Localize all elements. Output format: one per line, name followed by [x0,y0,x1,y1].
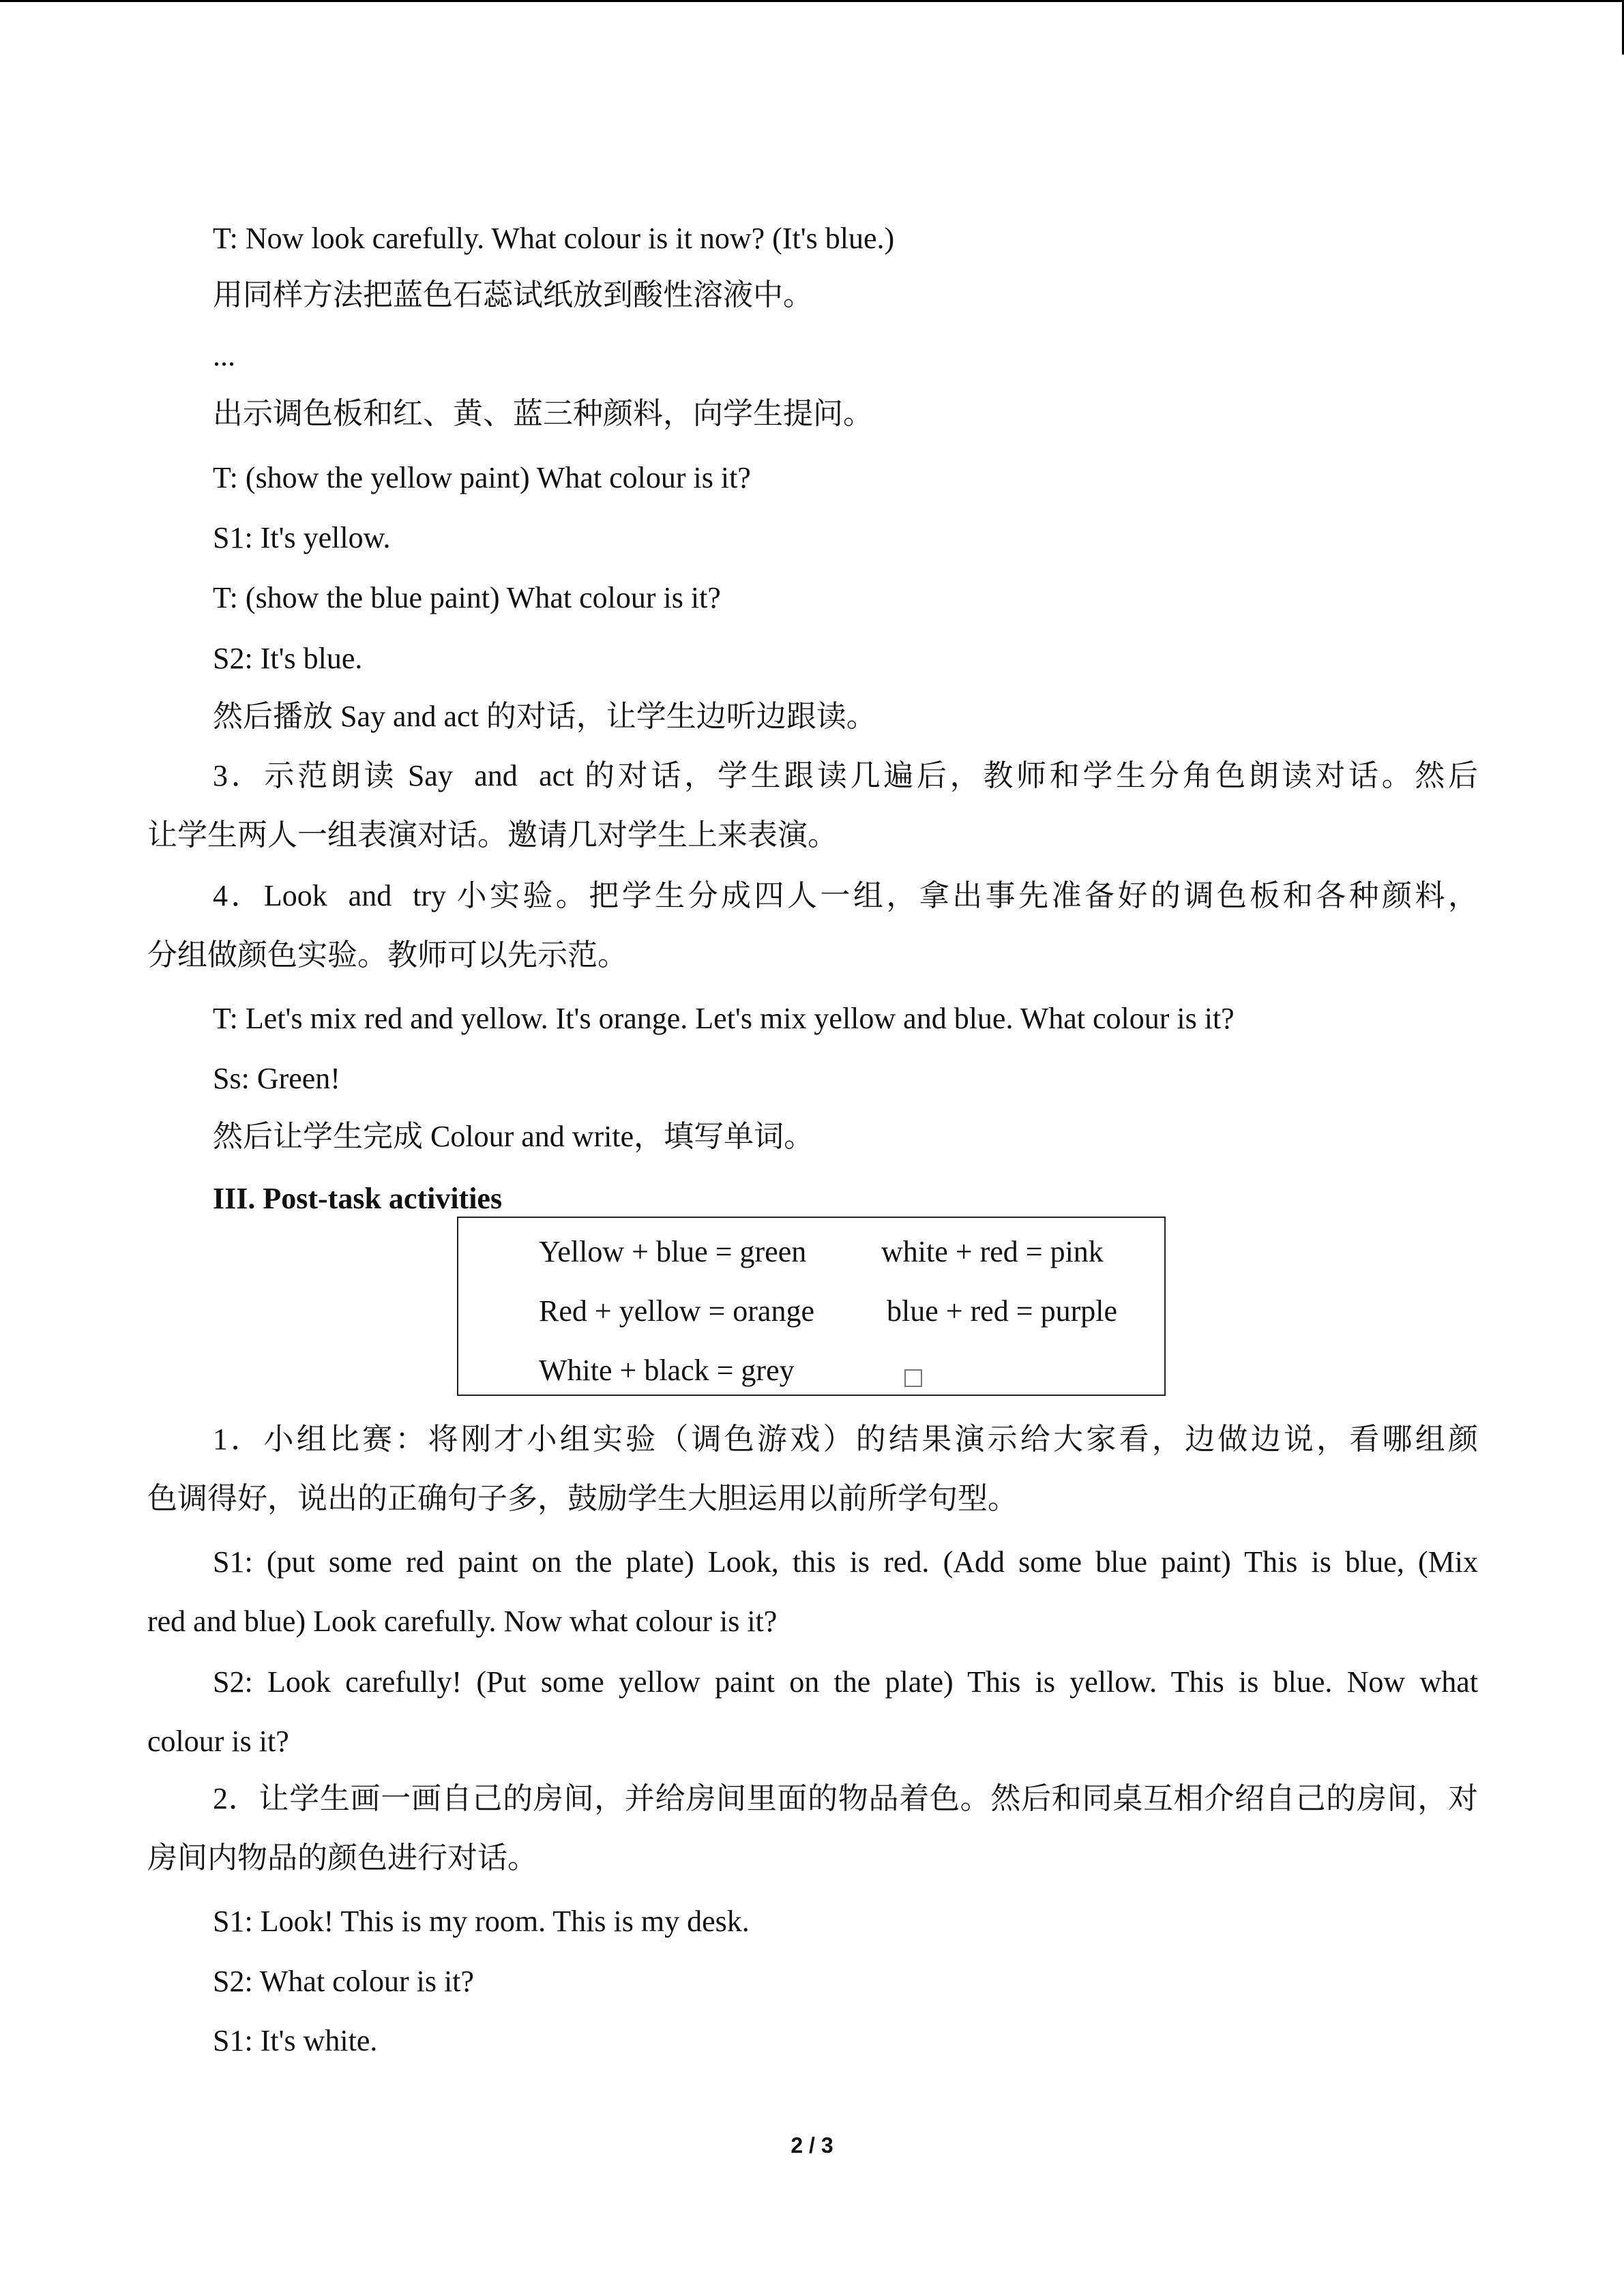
page-top-border [0,0,1624,2]
color-mixing-box [457,1217,1166,1396]
text-line: ... [213,339,235,372]
text-line: T: Let's mix red and yellow. It's orange. Let's mix yellow and blue. What colour is it? [213,1002,1235,1035]
text-line: 然后播放 Say and act 的对话，让学生边听边跟读。 [213,700,876,733]
text-line: 用同样方法把蓝色石蕊试纸放到酸性溶液中。 [213,278,813,312]
text-line: 然后让学生完成 Colour and write，填写单词。 [213,1120,814,1153]
text-line: 出示调色板和红、黄、蓝三种颜料，向学生提问。 [213,397,873,430]
text-line: T: (show the blue paint) What colour is it? [213,581,721,614]
color-equation: blue + red = purple [887,1294,1117,1328]
text-line: S1: It's yellow. [213,521,391,554]
color-equation: Red + yellow = orange [539,1294,814,1328]
paragraph-line: 1．小组比赛：将刚才小组实验（调色游戏）的结果演示给大家看，边做边说，看哪组颜 [213,1422,1478,1456]
paragraph-line: 让学生两人一组表演对话。邀请几对学生上来表演。 [147,818,838,852]
paragraph-line: 色调得好，说出的正确句子多，鼓励学生大胆运用以前所学句型。 [147,1482,1018,1515]
paragraph-line: 分组做颜色实验。教师可以先示范。 [147,938,628,972]
text-line: T: (show the yellow paint) What colour is it? [213,461,751,494]
color-equation: Yellow + blue = green [539,1235,807,1268]
paragraph-line: colour is it? [147,1725,289,1758]
paragraph-line: S2: Look carefully! (Put some yellow paint on the plate) This is yellow. This is blue. Now what [213,1665,1478,1699]
text-line: S1: Look! This is my room. This is my desk. [213,1905,750,1938]
paragraph-line: 2．让学生画一画自己的房间，并给房间里面的物品着色。然后和同桌互相介绍自己的房间，对 [213,1782,1478,1815]
paragraph-line: 房间内物品的颜色进行对话。 [147,1841,537,1875]
text-line: T: Now look carefully. What colour is it now? (It's blue.) [213,222,895,255]
empty-square-icon [904,1369,922,1387]
paragraph-line: 3．示范朗读 Say and act 的对话，学生跟读几遍后，教师和学生分角色朗读对话。然后 [213,759,1478,792]
color-equation: white + red = pink [881,1235,1104,1268]
color-equation: White + black = grey [539,1354,795,1387]
section-heading: III. Post-task activities [213,1182,503,1215]
text-line: S2: What colour is it? [213,1965,474,1998]
text-line: S2: It's blue. [213,642,363,675]
paragraph-line: S1: (put some red paint on the plate) Look, this is red. (Add some blue paint) This is blue, (Mix [213,1545,1478,1579]
paragraph-line: red and blue) Look carefully. Now what colour is it? [147,1605,778,1638]
page-number: 2 / 3 [791,2133,833,2158]
paragraph-line: 4．Look and try 小实验。把学生分成四人一组，拿出事先准备好的调色板和各种颜料， [213,879,1478,912]
text-line: Ss: Green! [213,1062,340,1095]
text-line: S1: It's white. [213,2024,378,2057]
